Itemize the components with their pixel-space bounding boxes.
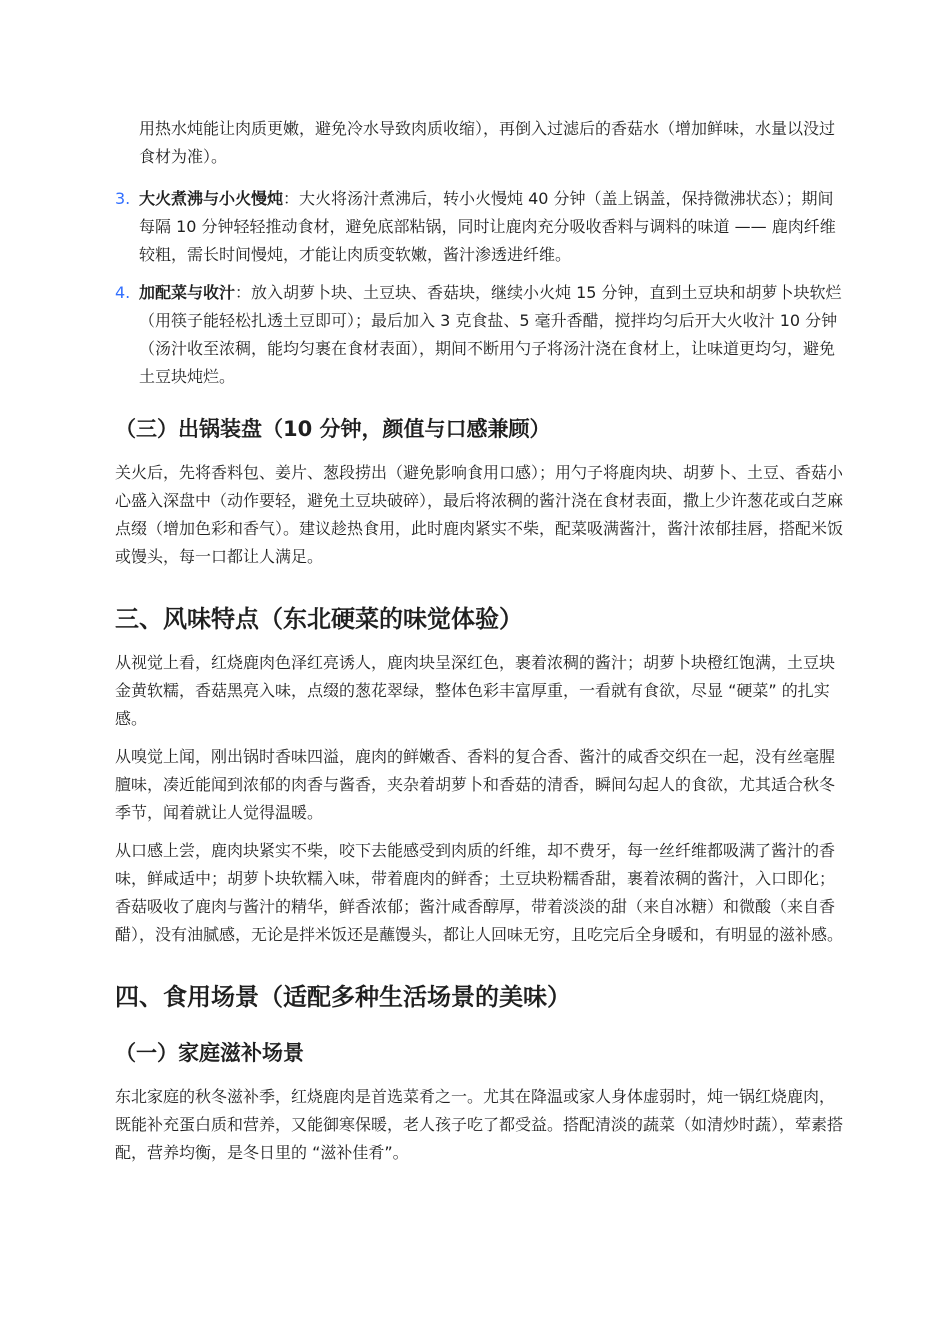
step-title: 加配菜与收汁 [139, 283, 236, 302]
section-heading-scenarios: 四、食用场景（适配多种生活场景的美味） [115, 983, 571, 1011]
family-paragraph: 东北家庭的秋冬滋补季，红烧鹿肉是首选菜肴之一。尤其在降温或家人身体虚弱时，炖一锅红烧鹿肉，既能补充蛋白质和营养，又能御寒保暖，老人孩子吃了都受益。搭配清淡的蔬菜（如清炒时蔬），荤素搭配，营养均衡，是冬日里的 “滋补佳肴”。 [115, 1087, 844, 1162]
step-text: ：大火将汤汁煮沸后，转小火慢炖 40 分钟（盖上锅盖，保持微沸状态）；期间每隔 10 分钟轻轻推动食材，避免底部粘锅，同时让鹿肉充分吸收香料与调料的味道 —— 鹿肉纤维较粗，需长时间慢炖，才能让肉质变软嫩，酱汁渗透进纤维。 [139, 189, 836, 264]
step-number: 3. [115, 189, 131, 208]
continued-step-text: 用热水炖能让肉质更嫩，避免冷水导致肉质收缩），再倒入过滤后的香菇水（增加鲜味，水量以没过食材为准）。 [139, 119, 836, 166]
document-content [115, 115, 845, 1177]
step-4 [115, 279, 845, 391]
subsection-heading-family: （一）家庭滋补场景 [115, 1041, 304, 1065]
step-3 [115, 185, 845, 269]
flavor-smell-paragraph: 从嗅觉上闻，刚出锅时香味四溢，鹿肉的鲜嫩香、香料的复合香、酱汁的咸香交织在一起，没有丝毫腥膻味，凑近能闻到浓郁的肉香与酱香，夹杂着胡萝卜和香菇的清香，瞬间勾起人的食欲，尤其适合秋冬季节，闻着就让人觉得温暖。 [115, 747, 836, 822]
step-text: ：放入胡萝卜块、土豆块、香菇块，继续小火炖 15 分钟，直到土豆块和胡萝卜块软烂（用筷子能轻松扎透土豆即可）；最后加入 3 克食盐、5 毫升香醋，搅拌均匀后开大火收汁 10 分钟（汤汁收至浓稠，能均匀裹在食材表面），期间不断用勺子将汤汁浇在食材上，让味道更均匀，避免土豆块炖烂。 [139, 283, 842, 386]
subsection-heading-plating: （三）出锅装盘（10 分钟，颜值与口感兼顾） [115, 417, 551, 441]
step-number: 4. [115, 283, 131, 302]
step-body [139, 279, 845, 391]
flavor-visual-paragraph: 从视觉上看，红烧鹿肉色泽红亮诱人，鹿肉块呈深红色，裹着浓稠的酱汁；胡萝卜块橙红饱满，土豆块金黄软糯，香菇黑亮入味，点缀的葱花翠绿，整体色彩丰富厚重，一看就有食欲，尽显 “硬菜” 的扎实感。 [115, 653, 836, 728]
step-body [139, 185, 845, 269]
plating-paragraph: 关火后，先将香料包、姜片、葱段捞出（避免影响食用口感）；用勺子将鹿肉块、胡萝卜、土豆、香菇小心盛入深盘中（动作要轻，避免土豆块破碎），最后将浓稠的酱汁浇在食材表面，撒上少许葱花或白芝麻点缀（增加色彩和香气）。建议趁热食用，此时鹿肉紧实不柴，配菜吸满酱汁，酱汁浓郁挂唇，搭配米饭或馒头，每一口都让人满足。 [115, 463, 844, 566]
flavor-taste-paragraph: 从口感上尝，鹿肉块紧实不柴，咬下去能感受到肉质的纤维，却不费牙，每一丝纤维都吸满了酱汁的香味，鲜咸适中；胡萝卜块软糯入味，带着鹿肉的鲜香；土豆块粉糯香甜，裹着浓稠的酱汁，入口即化；香菇吸收了鹿肉与酱汁的精华，鲜香浓郁；酱汁咸香醇厚，带着淡淡的甜（来自冰糖）和微酸（来自香醋），没有油腻感，无论是拌米饭还是蘸馒头，都让人回味无穷，且吃完后全身暖和，有明显的滋补感。 [115, 841, 844, 944]
step-title: 大火煮沸与小火慢炖 [139, 189, 284, 208]
section-heading-flavor: 三、风味特点（东北硬菜的味觉体验） [115, 605, 523, 633]
